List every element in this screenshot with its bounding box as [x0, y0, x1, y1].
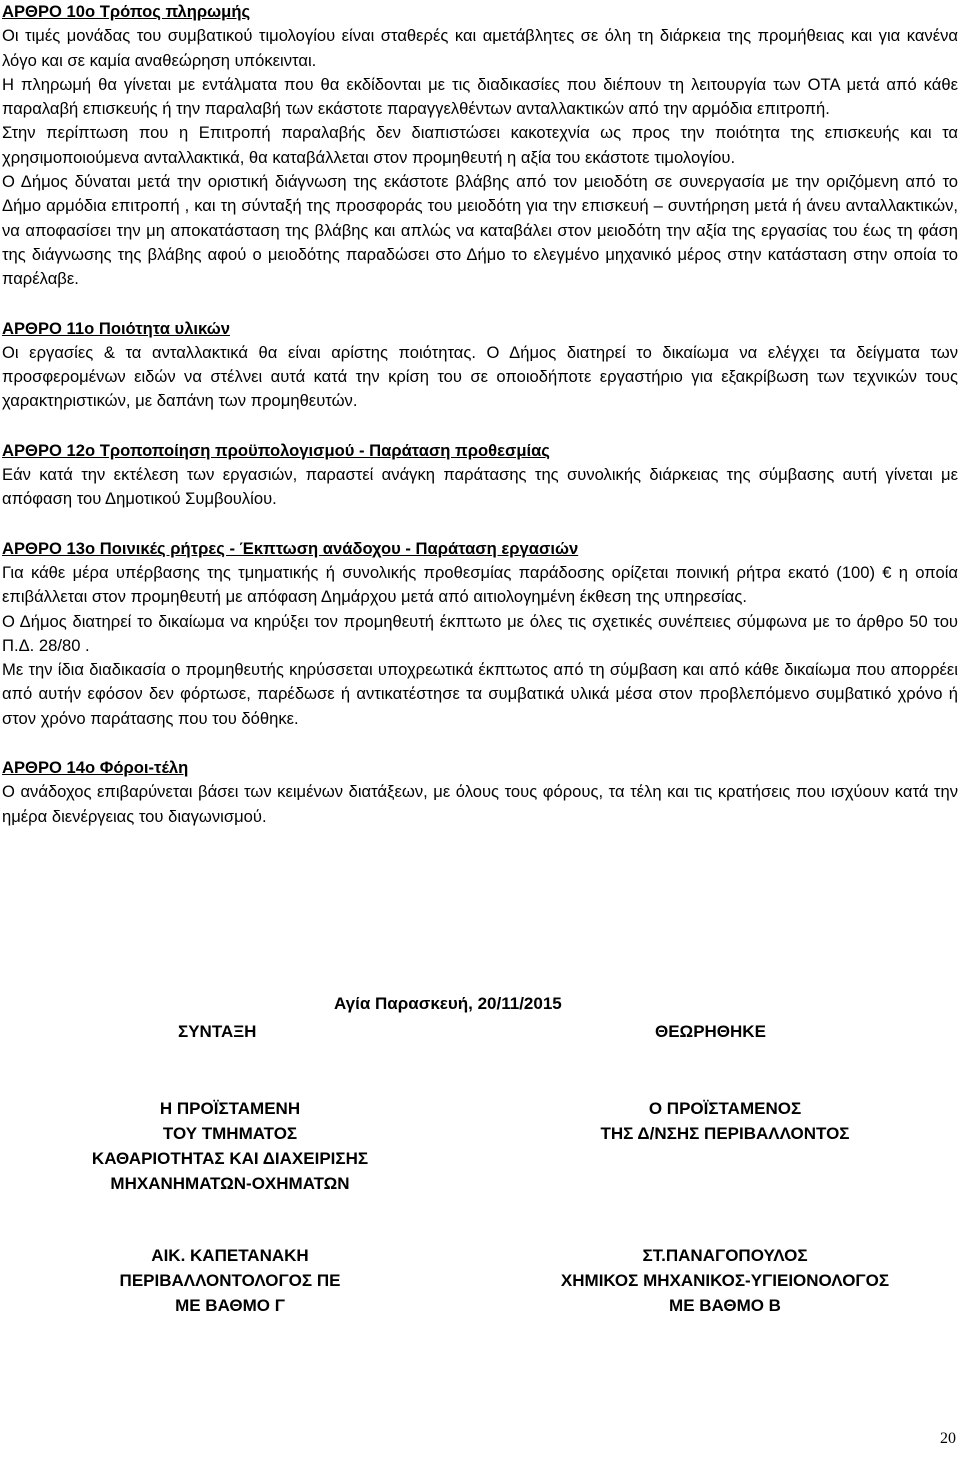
article-11: [2, 317, 958, 414]
article-13: [2, 537, 958, 731]
article-heading: ΑΡΘΡΟ 14ο Φόροι-τέλη: [2, 758, 189, 778]
article-heading: ΑΡΘΡΟ 11ο Ποιότητα υλικών: [2, 318, 230, 338]
article-12: [2, 439, 958, 512]
title-line: ΜΗΧΑΝΗΜΑΤΩΝ-ΟΧΗΜΑΤΩΝ: [110, 1174, 350, 1193]
compiled-label: ΣΥΝΤΑΞΗ: [178, 1022, 257, 1041]
article-heading: ΑΡΘΡΟ 10ο Τρόπος πληρωμής: [2, 2, 251, 21]
right-signatory-name: [520, 1243, 930, 1318]
section-spacer: [2, 292, 958, 317]
paragraph: Η πληρωμή θα γίνεται με εντάλματα που θα εκδίδονται με τις διαδικασίες που διέπουν τη λειτουργία των ΟΤΑ μετά από κάθε παραλαβή επισκευής ή την παραλαβή των εκάστοτε παραγγελθέντων ανταλλακτικών από την αρμόδια επιτροπή.: [2, 74, 958, 119]
page-number: 20: [940, 1429, 956, 1447]
title-line: ΤΟΥ ΤΜΗΜΑΤΟΣ: [162, 1124, 298, 1143]
section-spacer: [2, 512, 958, 537]
paragraph: Για κάθε μέρα υπέρβασης της τμηματικής ή συνολικής προθεσμίας παράδοσης ορίζεται ποινική ρήτρα εκατό (100) € η οποία επιβάλλεται στον προμηθευτή με απόφαση Δημάρχου μετά από αιτιολογημένη έκθεση της υπηρεσίας.: [2, 562, 958, 607]
name-line: ΠΕΡΙΒΑΛΛΟΝΤΟΛΟΓΟΣ ΠΕ: [119, 1271, 341, 1290]
name-line: ΜΕ ΒΑΘΜΟ Γ: [175, 1296, 285, 1315]
name-line: ΜΕ ΒΑΘΜΟ Β: [669, 1296, 781, 1315]
name-line: ΑΙΚ. ΚΑΠΕΤΑΝΑΚΗ: [151, 1246, 309, 1265]
article-10: [2, 0, 958, 292]
paragraph: Ο ανάδοχος επιβαρύνεται βάσει των κειμένων διατάξεων, με όλους τους φόρους, τα τέλη και τις κρατήσεις που ισχύουν κατά την ημέρα διενέργειας του διαγωνισμού.: [2, 782, 958, 826]
place-date: Αγία Παρασκευή, 20/11/2015: [334, 994, 562, 1013]
article-heading: ΑΡΘΡΟ 13ο Ποινικές ρήτρες - Έκπτωση ανάδοχου - Παράταση εργασιών: [2, 538, 579, 558]
paragraph: Οι εργασίες & τα ανταλλακτικά θα είναι αρίστης ποιότητας. Ο Δήμος διατηρεί το δικαίωμα να ελέγχει τα δείγματα των προσφερομένων ειδών να στέλνει αυτά κατά την κρίση του σε οποιοδήποτε εργαστήριο για εξακρίβωση των τεχνικών τους χαρακτηριστικών, με δαπάνη των προμηθευτών.: [2, 342, 958, 411]
title-line: Η ΠΡΟΪΣΤΑΜΕΝΗ: [159, 1099, 301, 1118]
paragraph: Στην περίπτωση που η Επιτροπή παραλαβής δεν διαπιστώσει κακοτεχνία ως προς την ποιότητα της επισκευής και τα χρησιμοποιούμενα ανταλλακτικά, θα καταβάλλεται στον προμηθευτή η αξία του εκάστοτε τιμολογίου.: [2, 123, 958, 167]
paragraph: Ο Δήμος διατηρεί το δικαίωμα να κηρύξει τον προμηθευτή έκπτωτο με όλες τις σχετικές συνέπειες σύμφωνα με το άρθρο 50 του Π.Δ. 28/80 .: [2, 611, 958, 655]
section-spacer: [2, 414, 958, 439]
document-page: [2, 0, 958, 829]
left-signatory-name: [30, 1243, 430, 1318]
right-signatory-title: [520, 1096, 930, 1146]
name-line: ΣΤ.ΠΑΝΑΓΟΠΟΥΛΟΣ: [642, 1246, 808, 1265]
title-line: Ο ΠΡΟΪΣΤΑΜΕΝΟΣ: [648, 1099, 802, 1118]
paragraph: Με την ίδια διαδικασία ο προμηθευτής κηρύσσεται υποχρεωτικά έκπτωτος από τη σύμβαση και από κάθε δικαίωμα που απορρέει από αυτήν εφόσον δεν φόρτωσε, παρέδωσε ή αντικατέστησε τα συμβατικά υλικά μέσα στον προβλεπόμενο συμβατικό χρόνο ή στον χρόνο παράτασης που του δόθηκε.: [2, 660, 958, 728]
section-spacer: [2, 731, 958, 756]
article-14: [2, 756, 958, 829]
paragraph: Οι τιμές μονάδας του συμβατικού τιμολογίου είναι σταθερές και αμετάβλητες σε όλη τη διάρκεια της προμήθειας και για κανένα λόγο και σε καμία αναθεώρηση υπόκεινται.: [2, 26, 958, 70]
paragraph: Ο Δήμος δύναται μετά την οριστική διάγνωση της εκάστοτε βλάβης από τον μειοδότη σε συνεργασία με την οριζόμενη από το Δήμο αρμόδια επιτροπή , και τη σύνταξή της προσφοράς του μειοδότη για την επισκευή – συντήρηση μετά ή άνευ ανταλλακτικών, να αποφασίσει την μη αποκατάσταση της βλάβης και απλώς να καταβάλει στον μειοδότη την αξία της εργασίας του έως τη φάση της διάγνωσης της βλάβης αφού ο μειοδότης παραδώσει στο Δήμο το ελεγμένο μηχανικό μέρος στην κατάσταση στην οποία το παρέλαβε.: [2, 172, 958, 289]
title-line: ΤΗΣ Δ/ΝΣΗΣ ΠΕΡΙΒΑΛΛΟΝΤΟΣ: [600, 1124, 850, 1143]
approved-label: ΘΕΩΡΗΘΗΚΕ: [655, 1022, 766, 1041]
article-heading: ΑΡΘΡΟ 12ο Τροποποίηση προϋπολογισμού - Παράταση προθεσμίας: [2, 440, 550, 460]
title-line: ΚΑΘΑΡΙΟΤΗΤΑΣ ΚΑΙ ΔΙΑΧΕΙΡΙΣΗΣ: [91, 1149, 369, 1168]
left-signatory-title: [30, 1096, 430, 1196]
paragraph: Εάν κατά την εκτέλεση των εργασιών, παραστεί ανάγκη παράτασης της συνολικής διάρκειας της σύμβασης αυτή γίνεται με απόφαση του Δημοτικού Συμβουλίου.: [2, 465, 958, 509]
name-line: ΧΗΜΙΚΟΣ ΜΗΧΑΝΙΚΟΣ-ΥΓΙΕΙΟΝΟΛΟΓΟΣ: [560, 1271, 890, 1290]
